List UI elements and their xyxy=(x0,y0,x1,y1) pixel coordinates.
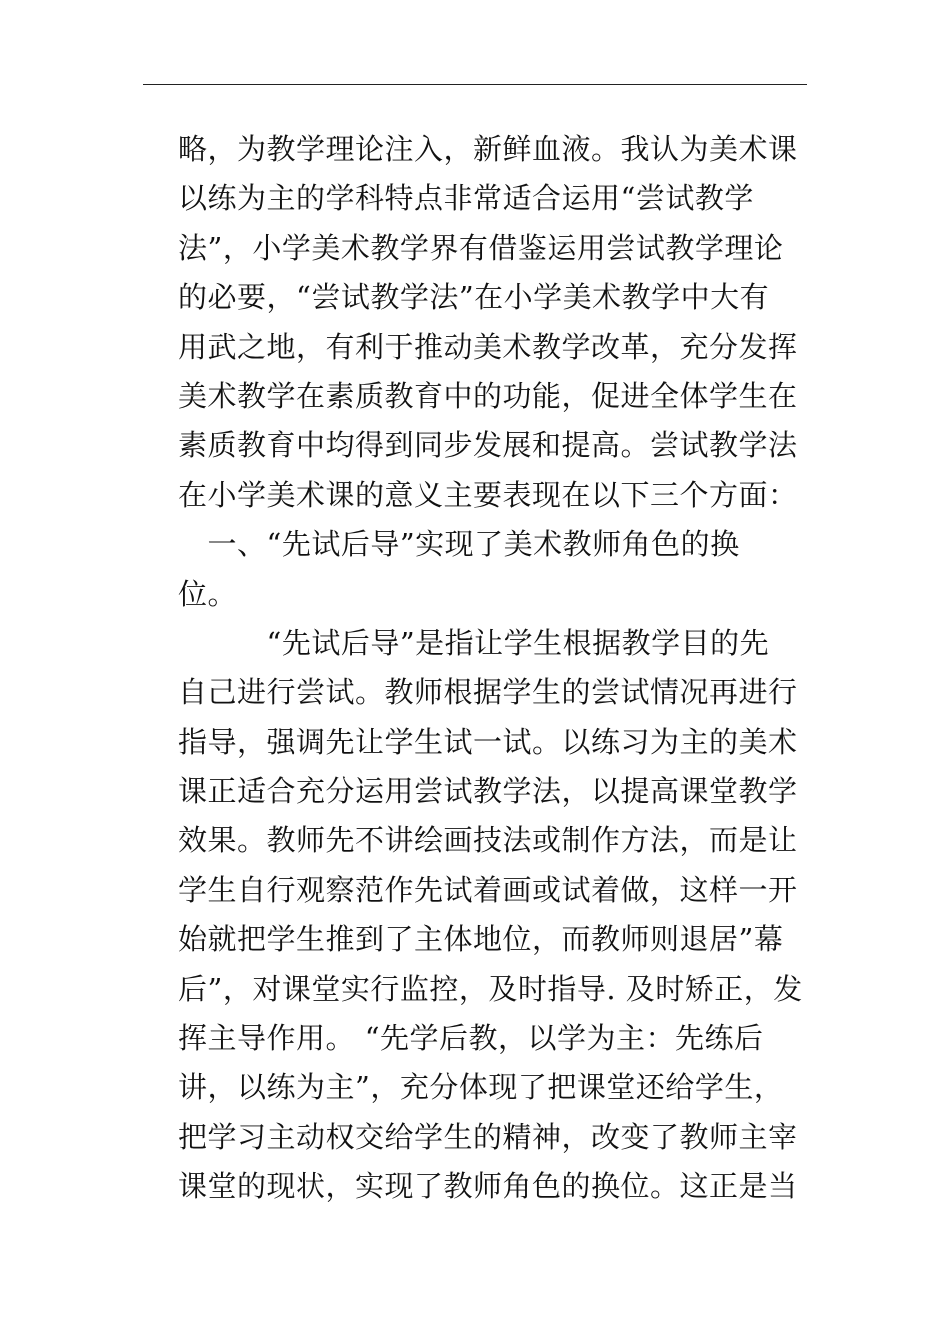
text-line: 指导，强调先让学生试一试。以练习为主的美术 xyxy=(178,724,798,759)
text-line: 挥主导作用。 “先学后教，以学为主：先练后 xyxy=(178,1021,764,1056)
text-line: 课正适合充分运用尝试教学法，以提高课堂教学 xyxy=(178,774,798,809)
text-line: 略，为教学理论注入，新鲜血液。我认为美术课 xyxy=(178,132,798,166)
text-line: 始就把学生推到了主体地位，而教师则退居”幕 xyxy=(178,922,784,957)
text-line: 自己进行尝试。教师根据学生的尝试情况再进行 xyxy=(178,675,798,710)
text-line: 讲，以练为主”，充分体现了把课堂还给学生， xyxy=(178,1070,784,1105)
text-line: 效果。教师先不讲绘画技法或制作方法，而是让 xyxy=(178,823,798,858)
text-line: 用武之地，有利于推动美术教学改革，充分发挥 xyxy=(178,329,798,364)
text-line: “先试后导”是指让学生根据教学目的先 xyxy=(178,625,770,660)
text-line: 以练为主的学科特点非常适合运用“尝试教学 xyxy=(178,181,754,216)
body-text xyxy=(178,125,803,1212)
text-line: 把学习主动权交给学生的精神，改变了教师主宰 xyxy=(178,1119,798,1154)
text-line: 素质教育中均得到同步发展和提高。尝试教学法 xyxy=(178,428,798,463)
text-line: 美术教学在素质教育中的功能，促进全体学生在 xyxy=(178,378,798,413)
section-heading-line: 位。 xyxy=(178,576,238,611)
text-line: 在小学美术课的意义主要表现在以下三个方面： xyxy=(178,477,798,512)
text-line: 后”，对课堂实行监控，及时指导. 及时矫正，发 xyxy=(178,971,803,1006)
section-heading-line: 一、“先试后导”实现了美术教师角色的换 xyxy=(178,527,740,562)
text-line: 课堂的现状，实现了教师角色的换位。这正是当 xyxy=(178,1169,798,1204)
text-line: 法”，小学美术教学界有借鉴运用尝试教学理论 xyxy=(178,230,784,265)
text-line: 的必要，“尝试教学法”在小学美术教学中大有 xyxy=(178,280,770,315)
header-rule xyxy=(143,84,807,85)
text-line: 学生自行观察范作先试着画或试着做，这样一开 xyxy=(178,872,798,907)
